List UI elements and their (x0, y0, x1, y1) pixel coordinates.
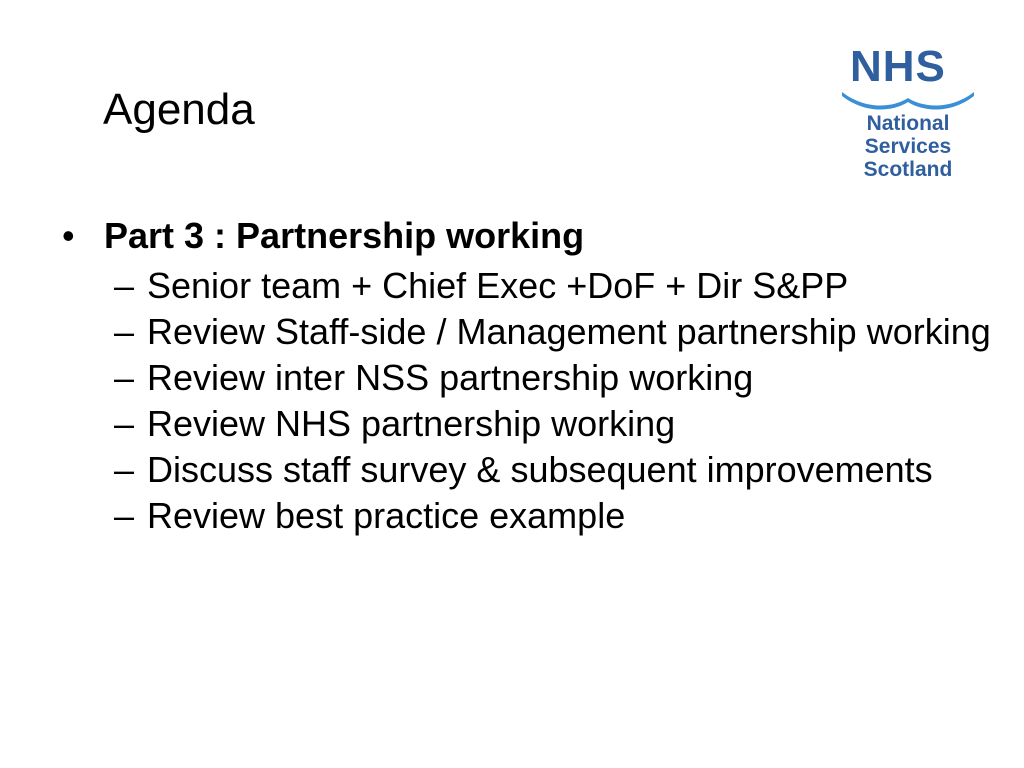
list-item (62, 450, 1002, 490)
dash-icon: – (114, 403, 135, 444)
agenda-heading: Part 3 : Partnership working (104, 215, 585, 256)
list-item-text: Senior team + Chief Exec +DoF + Dir S&PP (147, 265, 849, 306)
dash-icon: – (114, 311, 135, 352)
nhs-nss-logo (838, 44, 978, 186)
logo-org-line-3: Scotland (863, 158, 953, 181)
list-item-text: Review Staff-side / Management partnership working (147, 311, 991, 352)
list-item (62, 312, 1002, 352)
slide-title: Agenda (103, 85, 255, 134)
dash-icon: – (114, 495, 135, 536)
logo-wave-icon (838, 86, 978, 112)
dash-icon: – (114, 449, 135, 490)
list-item-text: Discuss staff survey & subsequent improvements (147, 449, 933, 490)
list-item-text: Review NHS partnership working (147, 403, 676, 444)
list-item-text: Review best practice example (147, 495, 626, 536)
agenda-content (62, 212, 1002, 542)
list-item (62, 404, 1002, 444)
dash-icon: – (114, 265, 135, 306)
agenda-bullet (62, 212, 1002, 260)
list-item (62, 358, 1002, 398)
bullet-icon: • (62, 215, 75, 256)
dash-icon: – (114, 357, 135, 398)
list-item (62, 496, 1002, 536)
list-item-text: Review inter NSS partnership working (147, 357, 754, 398)
logo-org-line-2: Services (864, 135, 952, 158)
agenda-sub-list (62, 266, 1002, 536)
logo-org-line-1: National (866, 112, 950, 135)
list-item (62, 266, 1002, 306)
logo-nhs-text: NHS (850, 42, 946, 91)
logo-org-name (838, 112, 978, 181)
